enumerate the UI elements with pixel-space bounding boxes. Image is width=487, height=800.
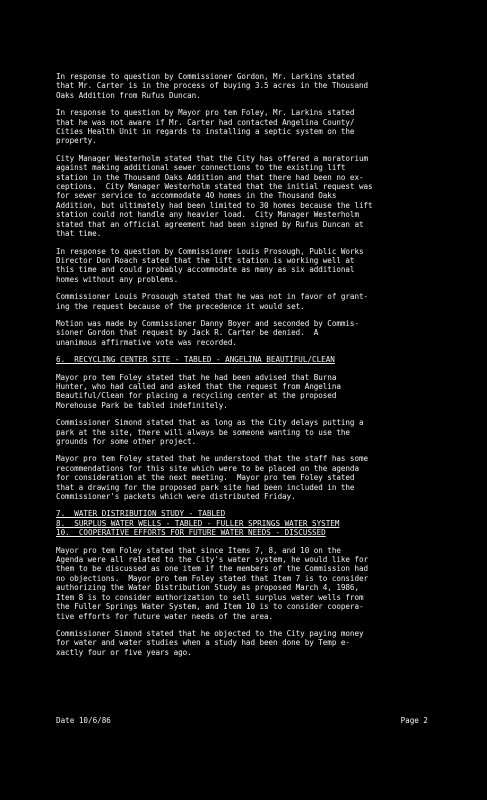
section-7-heading: 7. WATER DISTRIBUTION STUDY - TABLED <box>56 509 226 519</box>
section-6-heading-block <box>56 355 428 364</box>
section-6-heading: 6. RECYCLING CENTER SITE - TABLED - ANGELINA BEAUTIFUL/CLEAN <box>56 355 335 365</box>
paragraph-water-items-combined: Mayor pro tem Foley stated that since Items 7, 8, and 10 on the Agenda were all related to the City's water system, he would like for them to be discussed as one item if the members of the Commission had no objections. Mayor pro tem Foley stated that Item 7 is to consider authorizing the Water Distribution Study as proposed March 4, 1986, Item 8 is to consider authorization to sell surplus water wells from the Fuller Springs Water System, and Item 10 is to consider coopera- tive efforts for future water needs of the area. <box>56 545 369 621</box>
paragraph-staff-recommendations: Mayor pro tem Foley stated that he understood that the staff has some recommendations for this site which were to be placed on the agenda for consideration at the next meeting. Mayor pro tem Foley stated that a drawing for the proposed park site had been included in the Commissioner's packets which were distributed Friday. <box>56 454 369 502</box>
paragraph-larkins-health-unit: In response to question by Mayor pro tem Foley, Mr. Larkins stated that he was not aware if Mr. Carter had contacted Angelina County/ Cities Health Unit in regards to installing a septic system on the property. <box>56 108 355 146</box>
footer-date: Date 10/6/86 <box>56 716 111 725</box>
footer-page-number: Page 2 <box>400 716 428 725</box>
paragraph-motion-denied: Motion was made by Commissioner Danny Boyer and seconded by Commis- sioner Gordon that request by Jack R. Carter be denied. A unanimous affirmative vote was recorded. <box>56 318 359 347</box>
paragraph-roach-lift-station: In response to question by Commissioner Louis Prosough, Public Works Director Don Roach stated that the lift station is working well at this time and could probably accommodate as many as six additional homes without any problems. <box>56 246 364 284</box>
section-7-8-10-heading-block <box>56 509 428 537</box>
paragraph-westerholm-moratorium: City Manager Westerholm stated that the City has offered a moratorium against making additional sewer connections to the existing lift station in the Thousand Oaks Addition and that there had been no ex- ceptions. City Manager Westerholm stated that the initial request was for sewer service to accommodate 40 homes in the Thousand Oaks Addition, but ultimately had been limited to 30 homes because the lift station could not handle any heavier load. City Manager Westerholm stated that an official agreement had been signed by Rufus Duncan at that time. <box>56 153 373 239</box>
page-footer <box>56 716 428 725</box>
section-10-heading: 10. COOPERATIVE EFFORTS FOR FUTURE WATER NEEDS - DISCUSSED <box>56 528 326 538</box>
paragraph-simond-park-site: Commissioner Simond stated that as long as the City delays putting a park at the site, there will always be someone wanting to use the grounds for some other project. <box>56 418 364 446</box>
section-8-heading: 8. SURPLUS WATER WELLS - TABLED - FULLER SPRINGS WATER SYSTEM <box>56 518 340 528</box>
paragraph-recycling-tabled: Mayor pro tem Foley stated that he had been advised that Burna Hunter, who had called and asked that the request from Angelina Beautiful/Clean for placing a recycling center at the proposed Morehouse Park be tabled indefinitely. <box>56 372 341 410</box>
document-body <box>56 72 428 665</box>
paragraph-larkins-carter-acres: In response to question by Commissioner Gordon, Mr. Larkins stated that Mr. Carter is in the process of buying 3.5 acres in the Thousand Oaks Addition from Rufus Duncan. <box>56 72 369 100</box>
paragraph-prosough-precedence: Commissioner Louis Prosough stated that he was not in favor of grant- ing the request because of the precedence it would set. <box>56 292 369 311</box>
paragraph-simond-water-studies: Commissioner Simond stated that he objected to the City paying money for water and water studies when a study had been done by Temp e- xactly four or five years ago. <box>56 628 364 657</box>
